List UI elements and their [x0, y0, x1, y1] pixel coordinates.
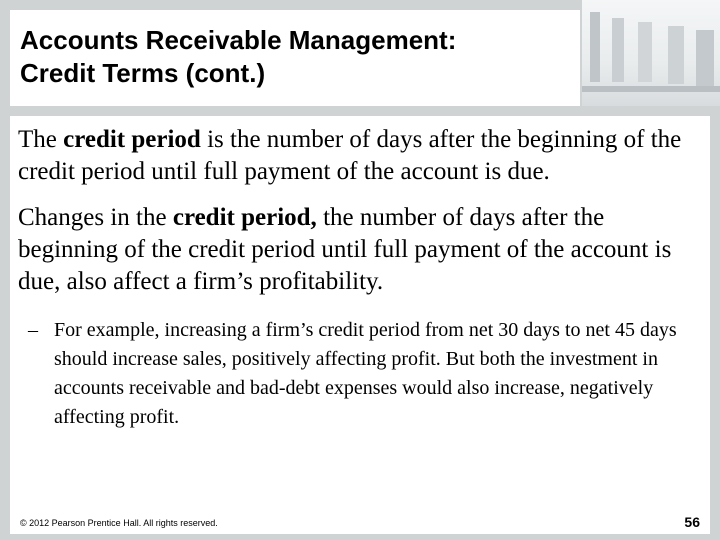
title-line-1: Accounts Receivable Management: [20, 25, 457, 55]
paragraph2-pre: Changes in the [18, 204, 173, 231]
content-area [10, 116, 710, 500]
chair-shape [696, 30, 714, 90]
paragraph-credit-period-changes [18, 202, 704, 298]
bullet-dash: – [28, 319, 38, 341]
chair-shape [638, 22, 652, 82]
title-line-2: Credit Terms (cont.) [20, 58, 266, 88]
sub-bullet-text: For example, increasing a firm’s credit period from net 30 days to net 45 days should increase sales, positively affecting profit. But both the investment in accounts receivable and bad-debt expenses would also increase, negatively affecting profit. [54, 319, 677, 428]
chair-shape [612, 18, 624, 82]
paragraph1-bold-term: credit period [63, 126, 201, 153]
slide-title [20, 24, 456, 90]
copyright-notice: © 2012 Pearson Prentice Hall. All rights reserved. [20, 518, 218, 528]
sub-bullet-example [28, 316, 704, 432]
title-area [10, 10, 580, 106]
paragraph1-post: is the number of days after the beginning of the credit period until full payment of the account is due. [18, 126, 682, 185]
table-edge [582, 86, 720, 92]
paragraph2-post: the number of days after the beginning of the credit period until full payment of the account is due, also affect a firm’s profitability. [18, 204, 672, 295]
conference-room-photo [582, 0, 720, 106]
page-number: 56 [684, 514, 700, 530]
chair-shape [668, 26, 684, 84]
paragraph1-pre: The [18, 126, 64, 153]
paragraph2-bold-term: credit period, [172, 204, 317, 231]
paragraph-credit-period-definition [18, 124, 704, 188]
chair-shape [590, 12, 600, 82]
footer [10, 500, 710, 534]
